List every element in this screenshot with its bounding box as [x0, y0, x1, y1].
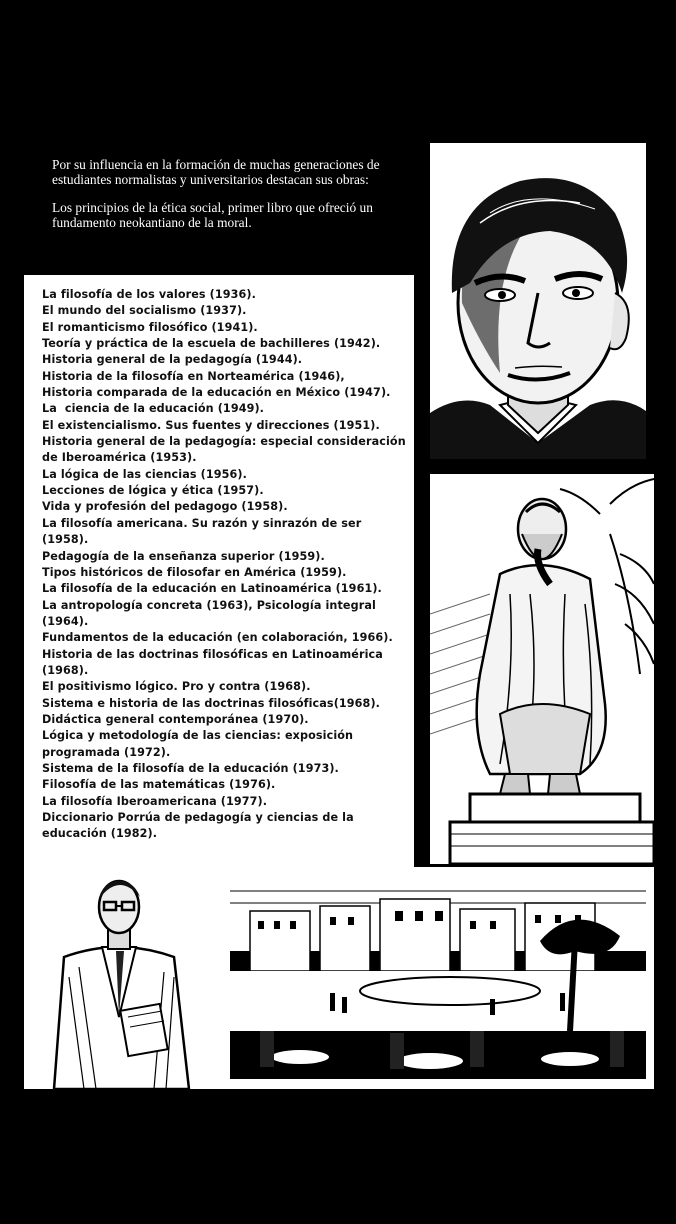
- works-item: El positivismo lógico. Pro y contra (1968).: [42, 680, 311, 694]
- works-item: La ciencia de la educación (1949).: [42, 402, 265, 416]
- works-item: Didáctica general contemporánea (1970).: [42, 712, 309, 726]
- works-item: La lógica de las ciencias (1956).: [42, 467, 247, 481]
- works-item: Teoría y práctica de la escuela de bachilleres (1942).: [42, 337, 381, 351]
- works-item: El existencialismo. Sus fuentes y direcciones (1951).: [42, 418, 380, 432]
- works-item: Vida y profesión del pedagogo (1958).: [42, 500, 288, 514]
- works-item: Fundamentos de la educación (en colaboración, 1966).: [42, 631, 393, 645]
- works-item: Historia general de la pedagogía: especial consideración de Iberoamérica (1953).: [42, 435, 410, 465]
- works-item: Sistema de la filosofía de la educación (1973).: [42, 761, 339, 775]
- works-item: La filosofía de la educación en Latinoamérica (1961).: [42, 582, 382, 596]
- works-item: Historia de las doctrinas filosóficas en Latinoamérica (1968).: [42, 647, 387, 677]
- works-item: Sistema e historia de las doctrinas filosóficas(1968).: [42, 696, 381, 710]
- works-item: El romanticismo filosófico (1941).: [42, 320, 258, 334]
- statue-illustration: [430, 474, 654, 864]
- works-item: Tipos históricos de filosofar en América (1959).: [42, 565, 347, 579]
- works-item: Pedagogía de la enseñanza superior (1959).: [42, 549, 325, 563]
- intro-paragraph-1: Por su influencia en la formación de muchas generaciones de estudiantes normalistas y universitarios destacan sus obras:: [52, 157, 380, 187]
- works-item: La filosofía americana. Su razón y sinrazón de ser (1958).: [42, 516, 366, 547]
- portrait-illustration: [430, 143, 646, 459]
- intro-text: [52, 158, 412, 230]
- intro-paragraph-2: Los principios de la ética social, primer libro que ofreció un fundamento neokantiano de la moral.: [52, 200, 373, 230]
- works-item: Historia comparada de la educación en México (1947).: [42, 386, 391, 400]
- works-item: La filosofía de los valores (1936).: [42, 288, 256, 301]
- works-item: Historia general de la pedagogía (1944).: [42, 353, 303, 367]
- works-panel: [24, 275, 414, 867]
- city-illustration: [218, 867, 654, 1089]
- works-item: Diccionario Porrúa de pedagogía y ciencias de la educación (1982).: [42, 811, 358, 841]
- works-item: Historia de la filosofía en Norteamérica (1946),: [42, 369, 345, 383]
- works-item: El mundo del socialismo (1937).: [42, 304, 247, 318]
- man-illustration: [24, 867, 218, 1089]
- works-item: Lecciones de lógica y ética (1957).: [42, 484, 264, 498]
- works-list: [42, 287, 408, 843]
- works-item: Filosofía de las matemáticas (1976).: [42, 778, 276, 792]
- works-item: La filosofía Iberoamericana (1977).: [42, 794, 268, 808]
- works-item: La antropología concreta (1963), Psicología integral (1964).: [42, 598, 380, 628]
- works-item: Lógica y metodología de las ciencias: exposición programada (1972).: [42, 729, 358, 759]
